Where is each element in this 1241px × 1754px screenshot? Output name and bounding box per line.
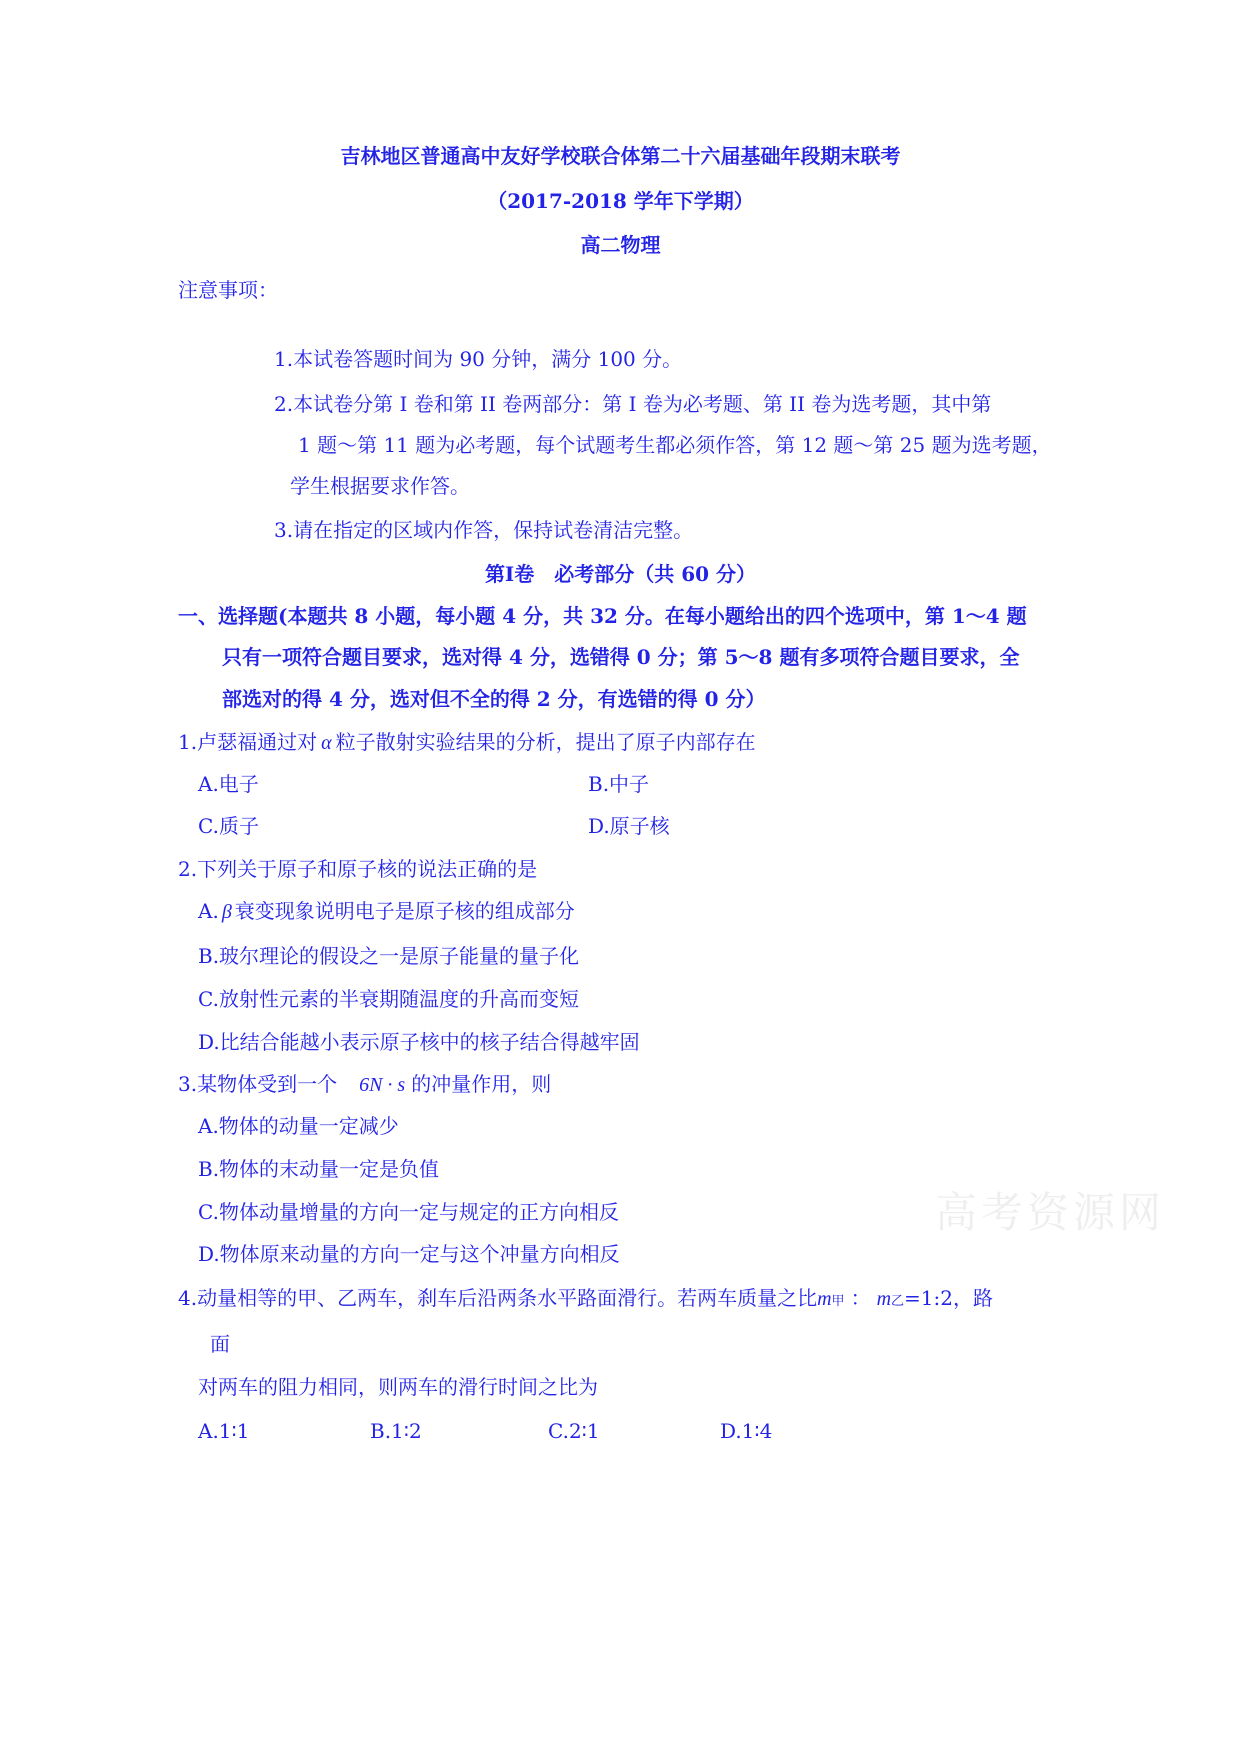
q3-option-b: B.物体的末动量一定是负值 — [198, 1157, 440, 1181]
q1-stem-b: 粒子散射实验结果的分析，提出了原子内部存在 — [335, 730, 756, 754]
q2-option-a-text: 衰变现象说明电子是原子核的组成部分 — [234, 899, 575, 923]
q3-option-a: A.物体的动量一定减少 — [198, 1114, 399, 1138]
part1-title: 第Ⅰ卷 必考部分（共 60 分） — [484, 562, 757, 586]
subject-title: 高二物理 — [580, 233, 661, 257]
q4-stem-line-3: 对两车的阻力相同，则两车的滑行时间之比为 — [198, 1375, 598, 1399]
alpha-symbol: α — [321, 732, 332, 754]
notice-item-2-line-3: 学生根据要求作答。 — [290, 474, 470, 498]
q3-stem — [178, 1071, 551, 1098]
notice-heading: 注意事项： — [178, 278, 278, 302]
notice-item-3: 3.请在指定的区域内作答，保持试卷清洁完整。 — [274, 518, 694, 542]
q2-option-d: D.比结合能越小表示原子核中的核子结合得越牢固 — [198, 1030, 640, 1054]
notice-item-1: 1.本试卷答题时间为 90 分钟，满分 100 分。 — [274, 347, 683, 371]
q4-stem-a: 4.动量相等的甲、乙两车，刹车后沿两条水平路面滑行。若两车质量之比 — [178, 1286, 818, 1310]
impulse-value: 6N · s — [359, 1074, 406, 1096]
q2-option-c: C.放射性元素的半衰期随温度的升高而变短 — [198, 987, 579, 1011]
exam-title: 吉林地区普通高中友好学校联合体第二十六届基础年段期末联考 — [340, 144, 901, 168]
q4-stem-b: ，路 — [952, 1286, 993, 1310]
q2-option-a-label: A. — [198, 899, 219, 923]
q2-option-a — [198, 898, 575, 925]
notice-item-2-line-1: 2.本试卷分第 I 卷和第 II 卷两部分：第 I 卷为必考题、第 II 卷为选考题，其中第 — [274, 392, 992, 416]
q4-option-a: A.1∶1 — [198, 1419, 250, 1443]
q4-option-c: C.2∶1 — [548, 1419, 600, 1443]
q4-stem-line-2: 面 — [210, 1332, 230, 1356]
section1-line-1: 一、选择题(本题共 8 小题，每小题 4 分，共 32 分。在每小题给出的四个选项中，第 1～4 题 — [178, 604, 1027, 628]
q4-stem — [178, 1285, 993, 1315]
section1-line-3: 部选对的得 4 分，选对但不全的得 2 分，有选错的得 0 分） — [222, 687, 766, 711]
q1-option-b: B.中子 — [588, 772, 650, 796]
section1-line-2: 只有一项符合题目要求，选对得 4 分，选错得 0 分；第 5～8 题有多项符合题目要求，全 — [222, 645, 1020, 669]
q2-option-b: B.玻尔理论的假设之一是原子能量的量子化 — [198, 944, 580, 968]
q3-stem-b: 的冲量作用，则 — [411, 1072, 552, 1096]
q3-stem-a: 3.某物体受到一个 — [178, 1072, 338, 1096]
mass-subscript-yi: 乙 — [891, 1294, 905, 1309]
q4-option-b: B.1∶2 — [370, 1419, 422, 1443]
q2-stem: 2.下列关于原子和原子核的说法正确的是 — [178, 857, 538, 881]
q1-stem-a: 1.卢瑟福通过对 — [178, 730, 318, 754]
notice-item-2-line-2: 1 题～第 11 题为必考题，每个试题考生都必须作答，第 12 题～第 25 题为选考题， — [298, 433, 1052, 457]
watermark: 高考资源网 — [935, 1188, 1166, 1237]
beta-symbol: β — [221, 901, 232, 923]
q3-option-c: C.物体动量增量的方向一定与规定的正方向相反 — [198, 1200, 619, 1224]
mass-symbol-yi: m — [876, 1288, 892, 1310]
q1-stem — [178, 729, 756, 756]
mass-symbol-jia: m — [817, 1288, 832, 1310]
ratio-colon: ： — [850, 1286, 871, 1310]
q4-option-d: D.1∶4 — [720, 1419, 773, 1443]
q1-option-a: A.电子 — [198, 772, 259, 796]
mass-ratio: =1:2 — [904, 1286, 953, 1310]
q1-option-d: D.原子核 — [588, 814, 670, 838]
q1-option-c: C.质子 — [198, 814, 259, 838]
mass-subscript-jia: 甲 — [831, 1294, 845, 1309]
exam-term: （2017-2018 学年下学期） — [487, 189, 754, 213]
q3-option-d: D.物体原来动量的方向一定与这个冲量方向相反 — [198, 1242, 620, 1266]
